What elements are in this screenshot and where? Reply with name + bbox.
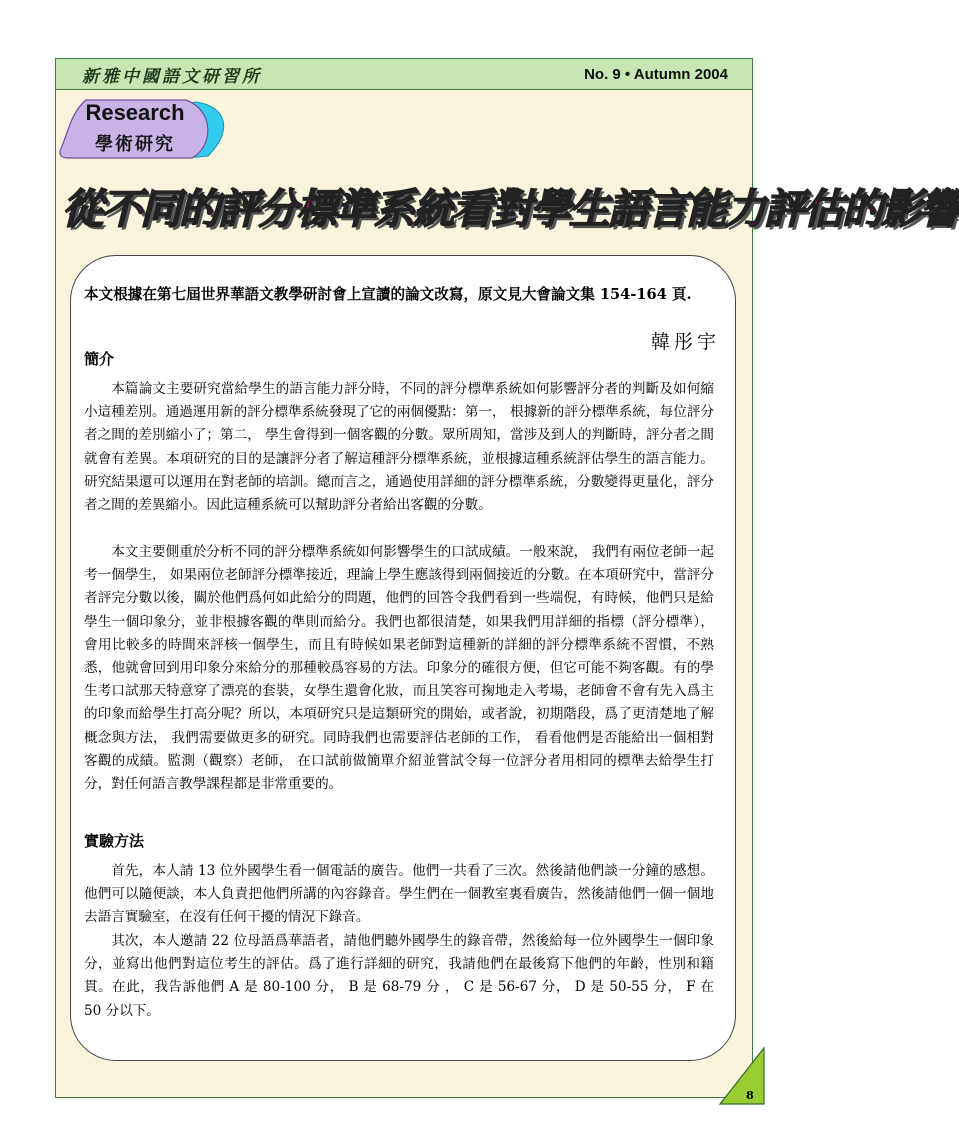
section-heading-intro: 簡介 [84, 350, 115, 368]
section-label-en: Research [85, 100, 185, 125]
section-heading-method: 實驗方法 [84, 832, 145, 850]
article-title: 從不同的評分標準系統看對學生語言能力評估的影響 [62, 185, 959, 233]
section-label-zh: 學術研究 [95, 134, 175, 155]
page-number: 8 [746, 1089, 754, 1102]
issue-label: No. 9 • Autumn 2004 [584, 65, 728, 83]
method-paragraph-1: 首先，本人請 13 位外國學生看一個電話的廣告。他們一共看了三次。然後請他們談一分鐘的感想。他們可以隨便談，本人負責把他們所講的內容錄音。學生們在一個教室裏看廣告，然後請他們一個一個地去語言實驗室，在沒有任何干擾的情況下錄音。 [84, 863, 714, 926]
publication-name: 新雅中國語文研習所 [82, 66, 262, 87]
header-bar [55, 58, 753, 90]
method-paragraph-2: 其次，本人邀請 22 位母語爲華語者，請他們聽外國學生的錄音帶，然後給每一位外國學生一個印象分，並寫出他們對這位考生的評估。爲了進行詳細的研究，我請他們在最後寫下他們的年齡，性別和籍貫。在此，我告訴他們 A 是 80-100 分， B 是 68-79 分 ， C 是 56-67 分， D 是 50-55 分， F 在 50 分以下。 [84, 933, 714, 1019]
intro-paragraph-1: 本篇論文主要研究當給學生的語言能力評分時，不同的評分標準系統如何影響評分者的判斷及如何縮小這種差別。通過運用新的評分標準系統發現了它的兩個優點：第一， 根據新的評分標準系統，每位評分者之間的差別縮小了；第二， 學生會得到一個客觀的分數。眾所周知，當涉及到人的判斷時，評分者之間就會有差異。本項研究的目的是讓評分者了解這種評分標準系統，並根據這種系統評估學生的語言能力。研究結果還可以運用在對老師的培訓。總而言之，通過使用詳細的評分標準系統，分數變得更量化，評分者之間的差異縮小。因此這種系統可以幫助評分者給出客觀的分數。 [84, 381, 714, 514]
author-name: 韓彤宇 [650, 331, 720, 353]
intro-paragraph-2: 本文主要側重於分析不同的評分標準系統如何影響學生的口試成績。一般來說， 我們有兩位老師一起考一個學生， 如果兩位老師評分標準接近，理論上學生應該得到兩個接近的分數。在本項研究中，當評分者評完分數以後，關於他們爲何如此給分的問題，他們的回答令我們看到一些端倪，有時候，他們只是給學生一個印象分，並非根據客觀的準則而給分。我們也都很清楚，如果我們用詳細的指標（評分標準），會用比較多的時間來評核一個學生，而且有時候如果老師對這種新的詳細的評分標準系統不習慣，不熟悉，他就會回到用印象分來給分的那種較爲容易的方法。印象分的確很方便，但它可能不夠客觀。有的學生考口試那天特意穿了漂亮的套裝，女學生還會化妝，而且笑容可掬地走入考場，老師會不會有先入爲主的印象而給學生打高分呢？所以，本項研究只是這類研究的開始，或者說，初期階段，爲了更清楚地了解概念與方法， 我們需要做更多的研究。同時我們也需要評估老師的工作， 看看他們是否能給出一個相對客觀的成績。監測（觀察）老師， 在口試前做簡單介紹並嘗試令每一位評分者用相同的標準去給學生打分，對任何語言教學課程都是非常重要的。 [84, 544, 714, 793]
source-note: 本文根據在第七屆世界華語文教學研討會上宣讀的論文改寫，原文見大會論文集 154-164 頁. [84, 286, 692, 303]
